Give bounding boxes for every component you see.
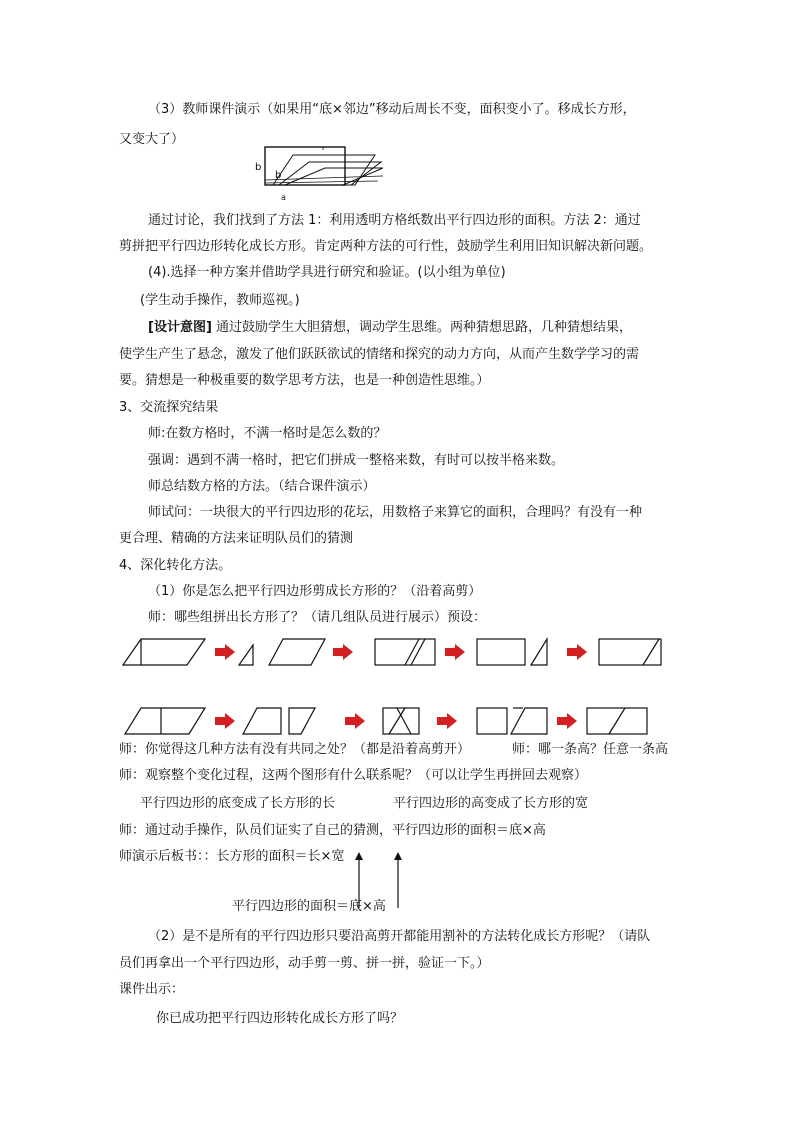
red-arrow (215, 713, 235, 729)
discussion-line-1: 通过讨论，我们找到了方法 1：利用透明方格纸数出平行四边形的面积。方法 2：通过 (148, 213, 641, 228)
design-intent-text: 通过鼓励学生大胆猜想，调动学生思维。两种猜想思路，几种猜想结果， (216, 320, 633, 335)
height-becomes-width: 平行四边形的高变成了长方形的宽 (393, 796, 589, 811)
section-4-prompt: 师：哪些组拼出长方形了？（请几组队员进行展示）预设： (148, 610, 487, 625)
observe-relation: 师：观察整个变化过程，这两个图形有什么联系呢？（可以让学生再拼回去观察） (119, 768, 588, 783)
which-height: 师：哪一条高？任意一条高 (512, 742, 669, 757)
row1-step-3 (375, 639, 435, 665)
label-b-left: b (255, 162, 262, 173)
label-b-inner: b (275, 170, 282, 181)
row2-step-4 (477, 708, 547, 734)
parallelogram-area-formula: 平行四边形的面积＝底×高 (232, 899, 386, 914)
student-operation: (学生动手操作，教师巡视。) (140, 293, 300, 308)
section-4-heading: 4、深化转化方法。 (119, 558, 232, 573)
teacher-summary: 师总结数方格的方法。（结合课件演示） (148, 479, 376, 494)
step-4: (4).选择一种方案并借助学具进行研究和验证。(以小组为单位) (148, 265, 506, 280)
row2-step-3 (383, 708, 419, 734)
design-intent-line-1 (148, 319, 632, 337)
design-intent-label: [设计意图] (148, 320, 212, 335)
teacher-question-line-1: 师试问：一块很大的平行四边形的花坛，用数格子来算它的面积，合理吗？有没有一种 (148, 505, 643, 520)
teacher-question-line-2: 更合理、精确的方法来证明队员们的猜测 (119, 531, 354, 546)
reflection-question: 师：你觉得这几种方法有没有共同之处？（都是沿着高剪开） (119, 742, 471, 757)
red-arrow (445, 644, 465, 660)
para-3: （3）教师课件演示（如果用“底×邻边”移动后周长不变，面积变小了。移成长方形， (148, 102, 636, 117)
section-3-heading: 3、交流探究结果 (119, 400, 219, 415)
design-intent-line-3: 要。猜想是一种极重要的数学思考方法，也是一种创造性思维。） (119, 373, 490, 388)
base-becomes-length: 平行四边形的底变成了长方形的长 (140, 796, 336, 811)
courseware-label: 课件出示： (119, 982, 185, 997)
teacher-conclusion: 师：通过动手操作，队员们证实了自己的猜测，平行四边形的面积＝底×高 (119, 823, 546, 838)
cut-and-move-diagram-row-2 (119, 706, 654, 736)
red-arrow (567, 644, 587, 660)
row2-step-1 (125, 708, 205, 734)
red-arrow (215, 644, 235, 660)
row1-step-4 (477, 639, 547, 665)
question-1: 师:在数方格时，不满一格时是怎么数的？ (148, 426, 387, 441)
design-intent-line-2: 使学生产生了悬念，激发了他们跃跃欲试的情绪和探究的动力方向，从而产生数学学习的需 (119, 347, 640, 362)
red-arrow (333, 644, 353, 660)
question-2-line-2: 员们再拿出一个平行四边形，动手剪一剪、拼一拼，验证一下。） (119, 956, 490, 971)
discussion-line-2: 剪拼把平行四边形转化成长方形。肯定两种方法的可行性，鼓励学生利用旧知识解决新问题。 (119, 239, 653, 254)
row2-step-2 (243, 708, 315, 734)
section-4-question-1: （1）你是怎么把平行四边形剪成长方形的？（沿着高剪） (148, 584, 482, 599)
emphasis: 强调：遇到不满一格时，把它们拼成一整格来数，有时可以按半格来数。 (148, 453, 565, 468)
final-question: 你已成功把平行四边形转化成长方形了吗？ (156, 1011, 404, 1026)
red-arrow (345, 713, 365, 729)
red-arrow (437, 713, 457, 729)
para-3-cont: 又变大了） (119, 132, 185, 147)
row1-step-1 (123, 639, 205, 665)
red-arrow (557, 713, 577, 729)
cut-and-move-diagram-row-1 (119, 637, 664, 667)
question-2-line-1: （2）是不是所有的平行四边形只要沿高剪开都能用割补的方法转化成长方形呢？（请队 (148, 929, 651, 944)
label-a: a (281, 193, 286, 202)
board-writing: 师演示后板书：：长方形的面积＝长×宽 (119, 849, 345, 864)
row1-step-5 (599, 639, 661, 665)
row1-step-2 (239, 639, 325, 665)
sliding-parallelogram-figure (253, 142, 383, 202)
row2-step-5 (587, 708, 647, 734)
